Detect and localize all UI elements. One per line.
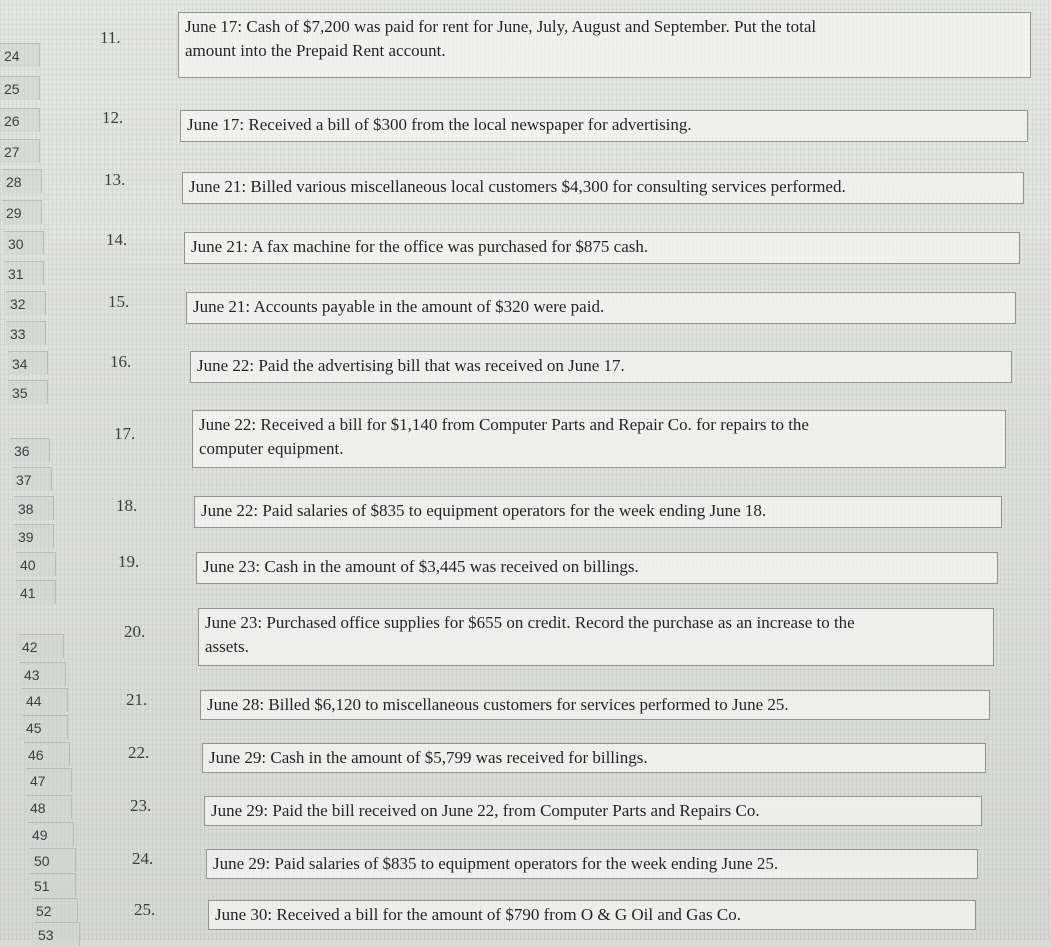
transaction-line-1: June 29: Paid salaries of $835 to equipment operators for the week ending June 25. — [213, 854, 779, 873]
row-header[interactable]: 50 — [30, 848, 76, 872]
row-header[interactable]: 33 — [6, 321, 46, 345]
transaction-line-1: June 21: Accounts payable in the amount of $320 were paid. — [193, 297, 605, 316]
transaction-line-1: June 23: Cash in the amount of $3,445 was received on billings. — [203, 557, 639, 576]
row-header[interactable]: 34 — [8, 351, 48, 375]
transaction-line-2: computer equipment. — [199, 439, 344, 458]
item-number: 19. — [118, 552, 140, 571]
row-header[interactable]: 37 — [12, 467, 52, 491]
row-header[interactable]: 24 — [0, 43, 40, 67]
transaction-line-1: June 21: Billed various miscellaneous local customers $4,300 for consulting services performed. — [189, 177, 846, 196]
transaction-line-1: June 22: Paid the advertising bill that was received on June 17. — [197, 356, 625, 375]
row-header[interactable]: 48 — [26, 795, 72, 819]
row-header[interactable]: 41 — [16, 580, 56, 604]
transaction-text-box[interactable] — [200, 690, 990, 720]
row-header[interactable]: 42 — [18, 634, 64, 658]
item-number: 23. — [130, 796, 152, 815]
transaction-line-1: June 29: Cash in the amount of $5,799 was received for billings. — [209, 748, 648, 767]
row-header[interactable]: 27 — [0, 139, 40, 163]
item-number: 13. — [104, 170, 126, 189]
item-number: 11. — [100, 28, 121, 47]
transaction-text-box[interactable] — [178, 12, 1031, 78]
transaction-line-1: June 29: Paid the bill received on June 22, from Computer Parts and Repairs Co. — [211, 801, 760, 820]
transaction-line-1: June 28: Billed $6,120 to miscellaneous customers for services performed to June 25. — [207, 695, 789, 714]
row-header[interactable]: 31 — [4, 261, 44, 285]
transaction-line-1: June 21: A fax machine for the office was purchased for $875 cash. — [191, 237, 649, 256]
row-header[interactable]: 28 — [2, 169, 42, 193]
row-header[interactable]: 32 — [6, 291, 46, 315]
transaction-text-box[interactable] — [192, 410, 1006, 468]
transaction-line-2: assets. — [205, 637, 249, 656]
item-number: 16. — [110, 352, 132, 371]
transaction-line-2: amount into the Prepaid Rent account. — [185, 41, 446, 60]
row-header[interactable]: 36 — [10, 438, 50, 462]
row-header[interactable]: 46 — [24, 742, 70, 766]
row-header[interactable]: 39 — [14, 524, 54, 548]
row-header[interactable]: 53 — [34, 922, 80, 946]
row-header[interactable]: 52 — [32, 898, 78, 922]
transaction-text-box[interactable] — [184, 232, 1020, 264]
transaction-line-1: June 22: Received a bill for $1,140 from Computer Parts and Repair Co. for repairs to the — [199, 415, 809, 434]
transaction-text-box[interactable] — [208, 900, 976, 930]
row-header[interactable]: 38 — [14, 496, 54, 520]
item-number: 24. — [132, 849, 154, 868]
transaction-text-box[interactable] — [186, 292, 1016, 324]
transaction-text-box[interactable] — [202, 743, 986, 773]
row-header[interactable]: 45 — [22, 715, 68, 739]
transaction-text-box[interactable] — [196, 552, 998, 584]
row-header[interactable]: 26 — [0, 108, 40, 132]
row-header[interactable]: 43 — [20, 662, 66, 686]
transaction-line-1: June 17: Cash of $7,200 was paid for rent for June, July, August and September. Put the total — [185, 17, 817, 36]
row-header[interactable]: 47 — [26, 768, 72, 792]
row-header[interactable]: 44 — [22, 688, 68, 712]
transaction-line-1: June 17: Received a bill of $300 from the local newspaper for advertising. — [187, 115, 692, 134]
transaction-text-box[interactable] — [182, 172, 1024, 204]
item-number: 15. — [108, 292, 130, 311]
transaction-line-1: June 30: Received a bill for the amount of $790 from O & G Oil and Gas Co. — [215, 905, 741, 924]
row-header[interactable]: 29 — [2, 200, 42, 224]
transaction-text-box[interactable] — [206, 849, 978, 879]
row-header[interactable]: 40 — [16, 552, 56, 576]
item-number: 14. — [106, 230, 128, 249]
transaction-line-1: June 22: Paid salaries of $835 to equipment operators for the week ending June 18. — [201, 501, 767, 520]
item-number: 22. — [128, 743, 150, 762]
transaction-text-box[interactable] — [190, 351, 1012, 383]
transaction-text-box[interactable] — [204, 796, 982, 826]
row-header[interactable]: 49 — [28, 822, 74, 846]
transaction-text-box[interactable] — [194, 496, 1002, 528]
item-number: 17. — [114, 424, 136, 443]
item-number: 21. — [126, 690, 148, 709]
item-number: 12. — [102, 108, 124, 127]
row-header[interactable]: 51 — [30, 873, 76, 897]
row-header[interactable]: 35 — [8, 380, 48, 404]
item-number: 20. — [124, 622, 146, 641]
row-header[interactable]: 30 — [4, 231, 44, 255]
item-number: 18. — [116, 496, 138, 515]
transaction-text-box[interactable] — [198, 608, 994, 666]
row-header[interactable]: 25 — [0, 76, 40, 100]
transaction-text-box[interactable] — [180, 110, 1028, 142]
item-number: 25. — [134, 900, 156, 919]
transaction-line-1: June 23: Purchased office supplies for $655 on credit. Record the purchase as an increase to the — [205, 613, 855, 632]
